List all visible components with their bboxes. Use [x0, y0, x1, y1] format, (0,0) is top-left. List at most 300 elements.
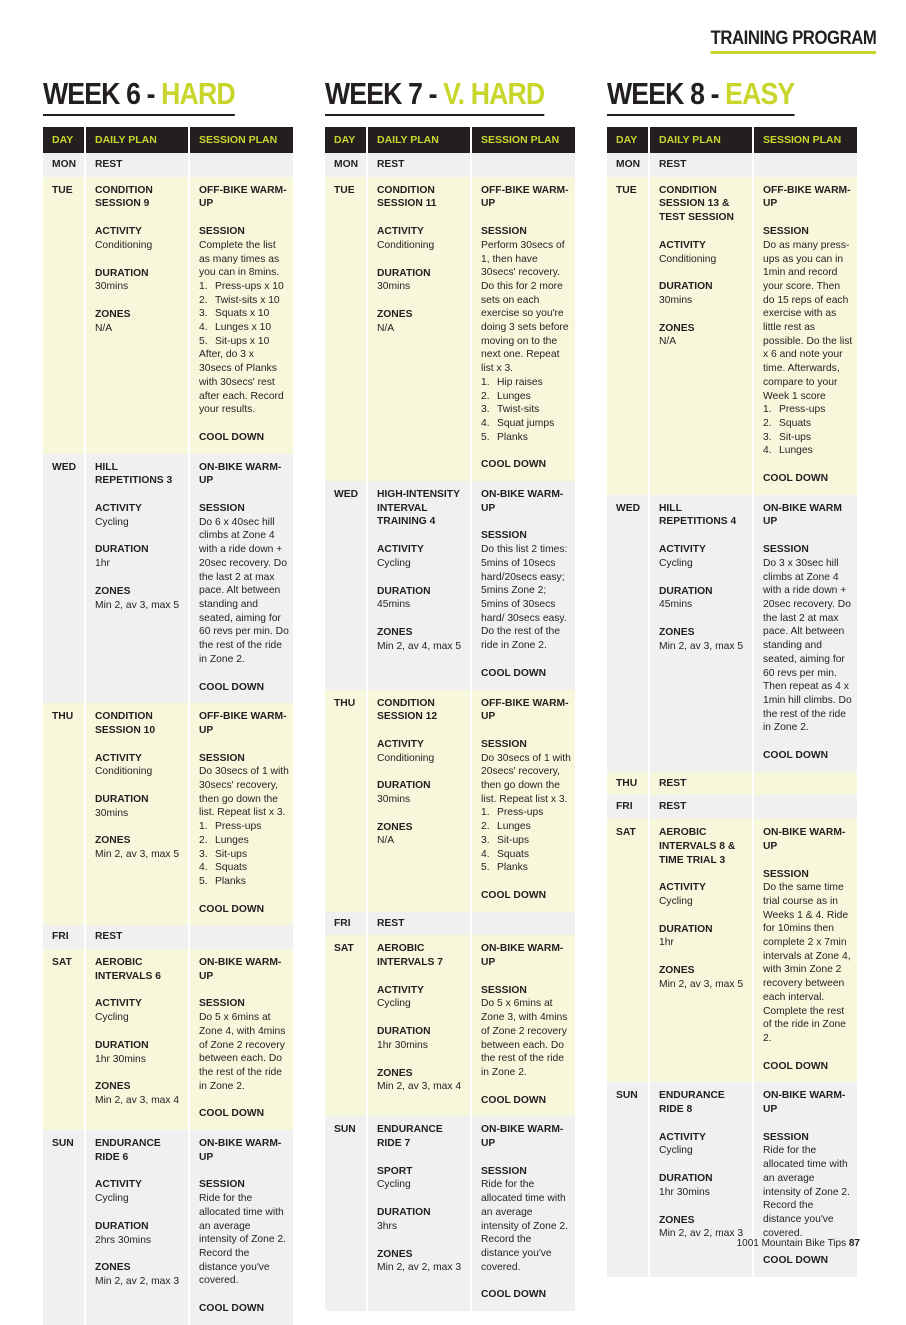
list-item [481, 376, 571, 390]
list-item-text: Squat jumps [497, 417, 555, 429]
column-header-day: DAY [325, 127, 367, 153]
daily-plan-cell [85, 949, 189, 1130]
day-cell: SAT [607, 819, 649, 1082]
list-item-number: 5. [199, 875, 208, 887]
day-cell: THU [43, 703, 85, 925]
session-name: HIGH-INTENSITY INTERVAL TRAINING 4 [377, 489, 460, 528]
table-row [607, 177, 857, 495]
session-plan-cell [471, 1116, 575, 1311]
session-description: Do 30secs of 1 with 30secs' recovery, then go down the list. Repeat list x 3. [199, 766, 289, 819]
session-description: Do the same time trial course as in Weeks 1 & 4. Ride for 10mins then complete 2 x 7min intervals at Zone 4, with 3min Zone 2 recovery between each interval. Complete the rest of the ride in Zone 2. [763, 882, 851, 1044]
list-item-number: 1. [481, 807, 490, 819]
list-item-text: Lunges [779, 445, 813, 457]
list-item [763, 431, 853, 445]
duration-value: 30mins [95, 807, 129, 819]
duration-value: 30mins [659, 294, 693, 306]
table-row [325, 177, 575, 481]
list-item-text: Planks [497, 431, 528, 443]
list-item-text: Sit-ups [215, 848, 248, 860]
session-name: AEROBIC INTERVALS 8 & TIME TRIAL 3 [659, 827, 736, 866]
list-item [481, 403, 571, 417]
list-item [481, 417, 571, 431]
zones-label: ZONES [377, 1067, 413, 1079]
activity-value: Conditioning [377, 752, 435, 764]
duration-label: DURATION [95, 267, 149, 279]
session-label: SESSION [199, 1179, 245, 1191]
list-item-text: Squats [215, 862, 248, 874]
zones-label: ZONES [377, 308, 413, 320]
week-8-section [607, 74, 857, 1277]
table-row [325, 935, 575, 1116]
daily-plan-cell [85, 177, 189, 454]
zones-label: ZONES [377, 626, 413, 638]
column-header-daily-plan: DAILY PLAN [85, 127, 189, 153]
list-item [481, 848, 571, 862]
activity-label: ACTIVITY [95, 503, 142, 515]
duration-value: 30mins [377, 794, 411, 806]
day-cell: FRI [607, 795, 649, 819]
list-item-text: Squats [497, 848, 530, 860]
duration-label: DURATION [95, 1220, 149, 1232]
list-item-number: 1. [481, 376, 490, 388]
session-label: SESSION [763, 544, 809, 556]
cooldown-label: COOL DOWN [481, 459, 547, 471]
activity-value: Cycling [659, 1145, 693, 1157]
daily-plan-cell [649, 177, 753, 495]
day-cell: SAT [43, 949, 85, 1130]
list-item-number: 4. [763, 445, 772, 457]
cooldown-label: COOL DOWN [481, 1289, 547, 1301]
session-label: SESSION [199, 752, 245, 764]
duration-value: 45mins [377, 599, 411, 611]
list-item [199, 848, 289, 862]
week-label: WEEK 7 - [325, 76, 444, 111]
zones-value: Min 2, av 3, max 4 [377, 1081, 462, 1093]
duration-label: DURATION [659, 923, 713, 935]
activity-label: ACTIVITY [377, 544, 424, 556]
cooldown-label: COOL DOWN [199, 903, 265, 915]
session-description: Do 5 x 6mins at Zone 3, with 4mins of Zone 2 recovery between each. Do the rest of the ride in Zone 2. [481, 998, 568, 1078]
duration-value: 2hrs 30mins [95, 1234, 152, 1246]
list-item [199, 280, 289, 294]
table-row [325, 481, 575, 689]
week-difficulty: EASY [725, 76, 795, 111]
list-item-text: Twist-sits [497, 404, 540, 416]
list-item-text: Press-ups [497, 807, 544, 819]
warmup-label: OFF-BIKE WARM-UP [481, 697, 569, 723]
exercise-list [481, 806, 571, 875]
empty-session-cell [753, 795, 857, 819]
warmup-label: OFF-BIKE WARM-UP [763, 184, 851, 210]
zones-label: ZONES [659, 1214, 695, 1226]
duration-label: DURATION [377, 1026, 431, 1038]
list-item [199, 335, 289, 349]
day-cell: THU [325, 690, 367, 912]
list-item [763, 417, 853, 431]
duration-value: 3hrs [377, 1220, 398, 1232]
activity-value: Cycling [377, 557, 411, 569]
session-name: HILL REPETITIONS 3 [95, 461, 173, 487]
session-plan-cell [189, 177, 293, 454]
activity-label: ACTIVITY [377, 984, 424, 996]
session-name: CONDITION SESSION 10 [95, 711, 156, 736]
column-header-session-plan: SESSION PLAN [189, 127, 293, 153]
table-row [325, 1116, 575, 1311]
rest-cell: REST [649, 795, 753, 819]
activity-label: ACTIVITY [95, 998, 142, 1010]
session-label: SESSION [481, 1165, 527, 1177]
cooldown-label: COOL DOWN [199, 681, 265, 693]
week-title [607, 74, 794, 116]
table-row [43, 454, 293, 704]
list-item-number: 4. [199, 322, 208, 334]
week-title [325, 74, 544, 116]
list-item-text: Sit-ups x 10 [215, 335, 270, 347]
zones-value: Min 2, av 3, max 5 [95, 849, 180, 861]
list-item-text: Hip raises [497, 376, 543, 388]
duration-label: DURATION [377, 780, 431, 792]
column-header-daily-plan: DAILY PLAN [649, 127, 753, 153]
session-plan-cell [471, 935, 575, 1116]
list-item [763, 444, 853, 458]
warmup-label: ON-BIKE WARM-UP [199, 1138, 282, 1163]
list-item-number: 2. [199, 294, 208, 306]
rest-cell: REST [367, 912, 471, 936]
table-row [607, 795, 857, 819]
session-label: SESSION [763, 226, 809, 238]
zones-value: Min 2, av 2, max 3 [377, 1262, 462, 1274]
list-item [199, 321, 289, 335]
activity-value: Cycling [95, 516, 129, 528]
list-item-number: 2. [481, 821, 490, 833]
week-title [43, 74, 235, 116]
empty-session-cell [753, 772, 857, 796]
table-row [43, 177, 293, 454]
activity-label: SPORT [377, 1165, 413, 1177]
session-plan-cell [471, 481, 575, 689]
week-label: WEEK 6 - [43, 76, 162, 111]
day-cell: WED [325, 481, 367, 689]
cooldown-label: COOL DOWN [199, 1108, 265, 1120]
list-item-text: Planks [497, 862, 528, 874]
session-label: SESSION [481, 226, 527, 238]
session-name: AEROBIC INTERVALS 7 [377, 943, 443, 969]
session-label: SESSION [481, 984, 527, 996]
zones-label: ZONES [659, 965, 695, 977]
day-cell: SUN [325, 1116, 367, 1311]
empty-session-cell [471, 153, 575, 177]
table-row [43, 1130, 293, 1325]
list-item-text: Press-ups [779, 404, 826, 416]
session-plan-cell [753, 495, 857, 772]
session-plan-cell [189, 949, 293, 1130]
session-name: ENDURANCE RIDE 6 [95, 1138, 161, 1163]
activity-value: Cycling [377, 1179, 411, 1191]
zones-value: N/A [95, 322, 113, 334]
table-row [325, 153, 575, 177]
session-label: SESSION [199, 226, 245, 238]
daily-plan-cell [85, 1130, 189, 1325]
duration-label: DURATION [377, 1207, 431, 1219]
list-item [481, 834, 571, 848]
activity-label: ACTIVITY [377, 738, 424, 750]
duration-label: DURATION [377, 267, 431, 279]
list-item [199, 834, 289, 848]
list-item-number: 1. [199, 821, 208, 833]
session-label: SESSION [481, 738, 527, 750]
session-plan-cell [753, 819, 857, 1082]
list-item-number: 3. [199, 848, 208, 860]
warmup-label: ON-BIKE WARM-UP [481, 489, 564, 514]
activity-value: Conditioning [377, 239, 435, 251]
duration-value: 30mins [95, 281, 129, 293]
table-row [43, 153, 293, 177]
list-item-number: 4. [481, 848, 490, 860]
daily-plan-cell [367, 935, 471, 1116]
list-item-number: 5. [199, 335, 208, 347]
activity-label: ACTIVITY [659, 544, 706, 556]
table-row [607, 819, 857, 1082]
list-item-number: 4. [481, 417, 490, 429]
warmup-label: ON-BIKE WARM-UP [481, 1124, 564, 1150]
cooldown-label: COOL DOWN [763, 1060, 829, 1072]
warmup-label: ON-BIKE WARM-UP [763, 1090, 846, 1116]
empty-session-cell [189, 925, 293, 949]
zones-label: ZONES [95, 585, 131, 597]
session-label: SESSION [199, 503, 245, 515]
daily-plan-cell [649, 495, 753, 772]
zones-label: ZONES [95, 1081, 131, 1093]
table-row [325, 690, 575, 912]
cooldown-label: COOL DOWN [763, 750, 829, 762]
list-item-number: 5. [481, 862, 490, 874]
duration-value: 1hr [95, 558, 110, 570]
activity-value: Cycling [95, 1012, 129, 1024]
duration-label: DURATION [95, 1039, 149, 1051]
page-number: 87 [848, 1238, 860, 1249]
list-item-number: 2. [763, 417, 772, 429]
duration-label: DURATION [659, 1173, 713, 1185]
warmup-label: ON-BIKE WARM UP [763, 502, 842, 528]
warmup-label: ON-BIKE WARM-UP [199, 957, 282, 982]
duration-label: DURATION [377, 585, 431, 597]
activity-label: ACTIVITY [95, 1179, 142, 1191]
list-item-number: 3. [481, 834, 490, 846]
zones-value: N/A [659, 336, 677, 348]
day-cell: MON [607, 153, 649, 177]
table-row [325, 912, 575, 936]
day-cell: WED [43, 454, 85, 704]
activity-value: Cycling [659, 557, 693, 569]
table-row [607, 495, 857, 772]
session-description: Do 5 x 6mins at Zone 4, with 4mins of Zone 2 recovery between each. Do the rest of the ride in Zone 2. [199, 1012, 286, 1092]
day-cell: THU [607, 772, 649, 796]
list-item [481, 431, 571, 445]
list-item-text: Squats x 10 [215, 308, 270, 320]
session-name: CONDITION SESSION 9 [95, 184, 153, 210]
day-cell: TUE [43, 177, 85, 454]
duration-value: 1hr [659, 937, 674, 949]
zones-label: ZONES [659, 626, 695, 638]
list-item-number: 3. [199, 308, 208, 320]
list-item [481, 861, 571, 875]
warmup-label: OFF-BIKE WARM-UP [199, 184, 287, 210]
zones-value: Min 2, av 3, max 4 [95, 1094, 180, 1106]
rest-cell: REST [85, 925, 189, 949]
list-item-number: 3. [481, 404, 490, 416]
week-label: WEEK 8 - [607, 76, 726, 111]
activity-label: ACTIVITY [95, 752, 142, 764]
zones-label: ZONES [377, 1248, 413, 1260]
activity-label: ACTIVITY [659, 1131, 706, 1143]
zones-label: ZONES [659, 322, 695, 334]
session-description: Ride for the allocated time with an average intensity of Zone 2. Record the distance you've covered. [763, 1145, 851, 1239]
session-plan-cell [189, 1130, 293, 1325]
week-difficulty: HARD [161, 76, 235, 111]
cooldown-label: COOL DOWN [481, 889, 547, 901]
rest-cell: REST [649, 772, 753, 796]
list-item-number: 2. [199, 834, 208, 846]
session-name: AEROBIC INTERVALS 6 [95, 957, 161, 982]
zones-value: Min 2, av 3, max 5 [95, 599, 180, 611]
table-row [607, 772, 857, 796]
table-header-row [325, 127, 575, 153]
day-cell: SUN [43, 1130, 85, 1325]
list-item-number: 1. [763, 404, 772, 416]
session-description: Do this list 2 times: 5mins of 10secs hard/20secs easy; 5mins Zone 2; 5mins of 30secs hard/ 30secs easy. Do the rest of the ride in Zone 2. [481, 544, 568, 652]
zones-label: ZONES [95, 835, 131, 847]
session-name: ENDURANCE RIDE 7 [377, 1124, 443, 1150]
list-item [481, 806, 571, 820]
session-description: Complete the list as many times as you can in 8mins. [199, 239, 280, 279]
cooldown-label: COOL DOWN [481, 1094, 547, 1106]
zones-value: Min 2, av 3, max 5 [659, 978, 744, 990]
table-row [43, 949, 293, 1130]
zones-value: Min 2, av 3, max 5 [659, 640, 744, 652]
week-6-section [43, 74, 293, 1325]
session-description: Do as many press-ups as you can in 1min and record your score. Then do 15 reps of each exercise with as little rest as possible. Do the list x 6 and note your time. Afterwards, compare to your Week 1 score [763, 239, 853, 402]
session-plan-cell [471, 177, 575, 481]
duration-label: DURATION [659, 585, 713, 597]
session-description: Perform 30secs of 1, then have 30secs' recovery. Do this for 2 more sets on each exercise so you're doing 3 sets before moving on to the next one. Repeat list x 3. [481, 239, 569, 375]
exercise-list [763, 403, 853, 458]
table-header-row [607, 127, 857, 153]
list-item-text: Twist-sits x 10 [215, 294, 280, 306]
column-header-session-plan: SESSION PLAN [471, 127, 575, 153]
warmup-label: ON-BIKE WARM-UP [481, 943, 564, 969]
daily-plan-cell [367, 177, 471, 481]
list-item-text: Lunges [497, 390, 531, 402]
cooldown-label: COOL DOWN [481, 667, 547, 679]
session-name: CONDITION SESSION 13 & TEST SESSION [659, 184, 734, 224]
activity-value: Conditioning [95, 766, 153, 778]
warmup-label: ON-BIKE WARM-UP [763, 827, 846, 852]
list-item-text: Sit-ups [497, 834, 530, 846]
list-item-text: Planks [215, 875, 246, 887]
day-cell: WED [607, 495, 649, 772]
zones-label: ZONES [377, 821, 413, 833]
rest-cell: REST [367, 153, 471, 177]
day-cell: MON [325, 153, 367, 177]
daily-plan-cell [85, 454, 189, 704]
zones-value: N/A [377, 835, 395, 847]
activity-value: Cycling [95, 1193, 129, 1205]
list-item [199, 875, 289, 889]
list-item-text: Press-ups x 10 [215, 280, 284, 292]
table-row [43, 925, 293, 949]
exercise-list [199, 820, 289, 889]
empty-session-cell [189, 153, 293, 177]
list-item [199, 820, 289, 834]
duration-value: 1hr 30mins [659, 1186, 710, 1198]
list-item [199, 294, 289, 308]
list-item-text: Lunges x 10 [215, 322, 272, 334]
list-item-text: Press-ups [215, 821, 262, 833]
session-plan-cell [189, 703, 293, 925]
activity-value: Cycling [659, 895, 693, 907]
list-item-text: Lunges [497, 821, 531, 833]
session-label: SESSION [763, 1131, 809, 1143]
list-item-text: Lunges [215, 834, 249, 846]
session-plan-cell [753, 177, 857, 495]
empty-session-cell [471, 912, 575, 936]
cooldown-label: COOL DOWN [763, 1255, 829, 1267]
session-description: Do 3 x 30sec hill climbs at Zone 4 with a ride down + 20sec recovery. Do the last 2 at max pace. Alt between standing and seated, aiming for 60 revs per min. Then repeat as 4 x 1min hill climbs. Do the rest of the ride in Zone 2. [763, 557, 852, 734]
day-cell: FRI [325, 912, 367, 936]
day-cell: SAT [325, 935, 367, 1116]
zones-value: N/A [377, 322, 395, 334]
section-title: TRAINING PROGRAM [710, 28, 876, 54]
zones-value: Min 2, av 2, max 3 [659, 1228, 744, 1240]
session-label: SESSION [199, 998, 245, 1010]
week-7-section [325, 74, 575, 1311]
empty-session-cell [753, 153, 857, 177]
zones-value: Min 2, av 4, max 5 [377, 640, 462, 652]
zones-label: ZONES [95, 308, 131, 320]
page-footer [737, 1238, 860, 1249]
list-item-number: 2. [481, 390, 490, 402]
week-schedule-table [325, 127, 575, 1311]
cooldown-label: COOL DOWN [763, 473, 829, 485]
list-item [199, 307, 289, 321]
exercise-list [199, 280, 289, 349]
warmup-label: OFF-BIKE WARM-UP [481, 184, 569, 210]
rest-cell: REST [649, 153, 753, 177]
session-description: Do 6 x 40sec hill climbs at Zone 4 with a ride down + 20sec recovery. Do the last 2 at max pace. Alt between standing and seated, aiming for 60 revs per min. Do the rest of the ride in Zone 2. [199, 516, 289, 665]
column-header-session-plan: SESSION PLAN [753, 127, 857, 153]
duration-label: DURATION [95, 544, 149, 556]
duration-value: 30mins [377, 281, 411, 293]
activity-label: ACTIVITY [377, 226, 424, 238]
activity-value: Conditioning [659, 253, 717, 265]
column-header-daily-plan: DAILY PLAN [367, 127, 471, 153]
table-row [607, 153, 857, 177]
list-item [199, 861, 289, 875]
week-schedule-table [43, 127, 293, 1325]
duration-value: 45mins [659, 599, 693, 611]
activity-label: ACTIVITY [659, 239, 706, 251]
list-item-number: 5. [481, 431, 490, 443]
list-item-number: 4. [199, 862, 208, 874]
duration-label: DURATION [659, 281, 713, 293]
table-row [43, 703, 293, 925]
daily-plan-cell [85, 703, 189, 925]
list-item [481, 820, 571, 834]
day-cell: SUN [607, 1082, 649, 1277]
session-name: ENDURANCE RIDE 8 [659, 1090, 725, 1116]
session-name: CONDITION SESSION 11 [377, 184, 437, 210]
activity-label: ACTIVITY [95, 226, 142, 238]
